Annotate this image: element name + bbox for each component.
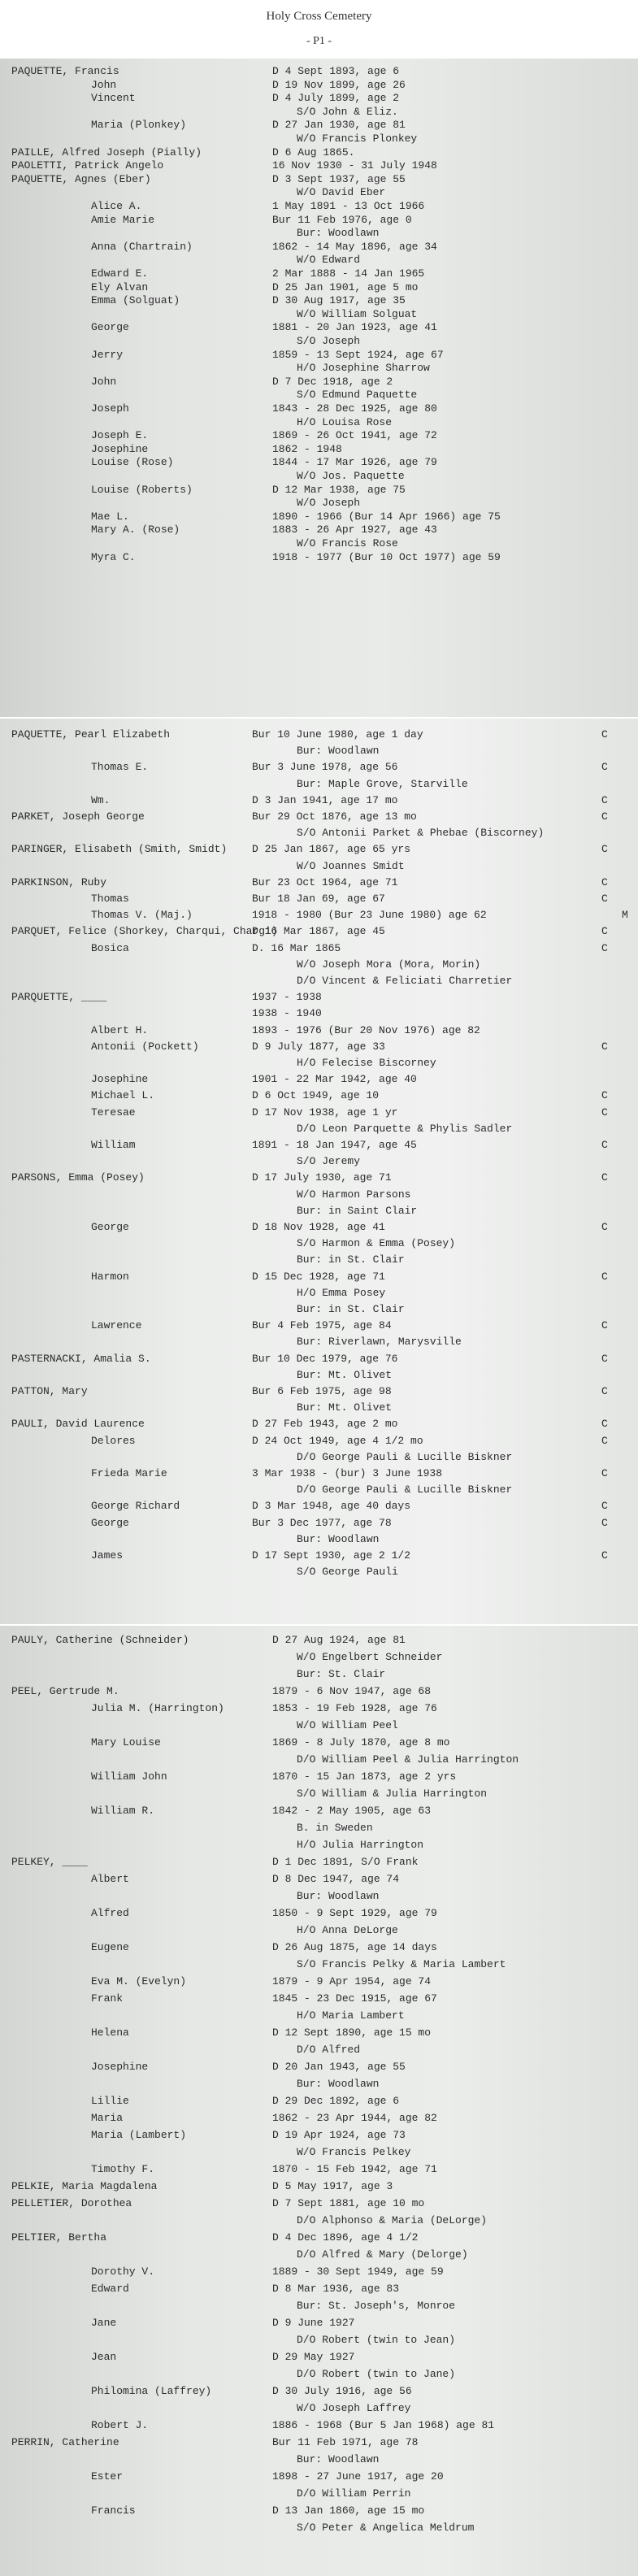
surname-entry: PARINGER, Elisabeth (Smith, Smidt) [11,843,228,856]
given-name: George [91,1221,129,1233]
given-name: Maria (Lambert) [91,2129,187,2141]
record-dates: D 18 Nov 1928, age 41 [252,1221,385,1233]
record-dates: 2 Mar 1888 - 14 Jan 1965 [272,267,425,280]
record-note: H/O Felecise Biscorney [297,1057,436,1069]
record-dates: Bur 10 Dec 1979, age 76 [252,1352,398,1365]
record-code: C [601,1106,608,1119]
given-name: John [91,78,117,91]
record-dates: 1853 - 19 Feb 1928, age 76 [272,1702,437,1714]
record-code: C [601,1352,608,1365]
record-dates: 1870 - 15 Jan 1873, age 2 yrs [272,1770,457,1783]
record-note: S/O Edmund Paquette [297,389,418,402]
given-name: George [91,321,129,334]
given-name: Timothy F. [91,2163,155,2175]
given-name: Wm. [91,793,111,806]
record-dates: D 9 July 1877, age 33 [252,1040,385,1053]
surname-entry: PARSONS, Emma (Posey) [11,1171,145,1184]
record-dates: D 29 May 1927 [272,2351,355,2363]
record-code: C [601,1040,608,1053]
record-dates: Bur 18 Jan 69, age 67 [252,893,385,905]
record-dates: Bur 3 Dec 1977, age 78 [252,1516,392,1529]
given-name: Alice A. [91,200,142,212]
given-name: Josephine [91,1073,149,1086]
record-note: S/O William & Julia Harrington [297,1788,488,1800]
given-name: Frank [91,1992,124,2005]
given-name: Frieda Marie [91,1467,167,1479]
record-note: W/O Engelbert Schneider [297,1651,443,1663]
record-dates: 1889 - 30 Sept 1949, age 59 [272,2265,444,2278]
record-code: C [601,1418,608,1431]
given-name: Bosica [91,941,129,954]
surname-entry: PARKINSON, Ruby [11,875,107,888]
given-name: Josephine [91,2061,149,2073]
record-dates: 1869 - 8 July 1870, age 8 mo [272,1736,450,1748]
record-note: D/O George Pauli & Lucille Biskner [297,1483,513,1497]
record-code: C [601,761,608,774]
record-code: C [601,875,608,888]
record-note: D/O William Perrin [297,2487,411,2500]
record-note: W/O Joannes Smidt [297,859,405,872]
record-note: S/O John & Eliz. [297,105,398,118]
record-dates: D 7 Dec 1918, age 2 [272,375,393,388]
record-note: W/O Francis Plonkey [297,132,418,145]
scanned-page-2 [0,719,638,1624]
surname-entry: PELLETIER, Dorothea [11,2197,132,2209]
given-name: Myra C. [91,550,136,563]
record-dates: 1891 - 18 Jan 1947, age 45 [252,1139,417,1151]
record-note: W/O William Peel [297,1719,398,1731]
given-name: Vincent [91,92,136,105]
record-dates: 16 Nov 1930 - 31 July 1948 [272,159,437,172]
surname-entry: PEEL, Gertrude M. [11,1685,119,1697]
record-dates: D 16 Mar 1867, age 45 [252,925,385,938]
given-name: Mary Louise [91,1736,161,1748]
record-dates: Bur 6 Feb 1975, age 98 [252,1385,392,1397]
given-name: James [91,1549,124,1562]
record-code: C [601,1549,608,1562]
record-code: C [601,925,608,938]
surname-entry: PAULI, David Laurence [11,1418,145,1431]
given-name: Robert J. [91,2419,149,2431]
record-dates: D 27 Aug 1924, age 81 [272,1634,406,1646]
given-name: Thomas V. (Maj.) [91,909,193,922]
given-name: William [91,1139,136,1151]
record-dates: 1938 - 1940 [252,1007,322,1020]
record-dates: D 27 Feb 1943, age 2 mo [252,1418,398,1431]
record-note: Bur: Woodlawn [297,2078,380,2090]
record-note: Bur: Riverlawn, Marysville [297,1336,462,1349]
record-dates: 1918 - 1980 (Bur 23 June 1980) age 62 [252,909,487,922]
record-note: D/O Alfred [297,2044,361,2056]
surname-entry: PAQUETTE, Pearl Elizabeth [11,728,171,741]
surname-entry: PAOLETTI, Patrick Angelo [11,159,164,172]
record-dates: D 5 May 1917, age 3 [272,2180,393,2192]
record-note: W/O David Eber [297,186,386,199]
record-note: W/O Jos. Paquette [297,470,405,482]
given-name: Antonii (Pockett) [91,1040,199,1053]
given-name: Teresae [91,1106,136,1119]
given-name: Mary A. (Rose) [91,523,180,536]
record-note: H/O Emma Posey [297,1286,386,1299]
given-name: Josephine [91,442,149,455]
given-name: Lawrence [91,1319,142,1332]
record-dates: D 4 Dec 1896, age 4 1/2 [272,2231,419,2244]
record-note: Bur: St. Joseph's, Monroe [297,2300,456,2312]
document-title: Holy Cross Cemetery [266,10,372,23]
given-name: Edward [91,2283,129,2295]
given-name: Julia M. (Harrington) [91,1702,224,1714]
record-code: C [601,941,608,954]
record-note: Bur: in St. Clair [297,1253,405,1266]
record-note: H/O Julia Harrington [297,1839,424,1851]
record-dates: 1879 - 6 Nov 1947, age 68 [272,1685,432,1697]
given-name: John [91,375,117,388]
record-dates: 1862 - 1948 [272,442,342,455]
given-name: Jerry [91,348,124,361]
record-dates: 1862 - 23 Apr 1944, age 82 [272,2112,437,2124]
given-name: George [91,1516,129,1529]
surname-entry: PAILLE, Alfred Joseph (Pially) [11,146,202,159]
record-dates: D 1 Dec 1891, S/O Frank [272,1856,419,1868]
record-note: Bur: Mt. Olivet [297,1401,393,1414]
record-note: W/O Joseph Laffrey [297,2402,411,2414]
record-note: S/O George Pauli [297,1566,398,1579]
record-note: Bur: in Saint Clair [297,1204,418,1217]
surname-entry: PARQUET, Felice (Shorkey, Charqui, Chargi) [11,925,278,938]
record-note: D/O Vincent & Feliciati Charretier [297,975,513,987]
record-dates: 1843 - 28 Dec 1925, age 80 [272,402,437,415]
record-code: C [601,810,608,823]
record-dates: 1844 - 17 Mar 1926, age 79 [272,456,437,469]
record-note: S/O Joseph [297,335,361,347]
record-note: Bur: Maple Grove, Starville [297,777,468,790]
given-name: Mae L. [91,510,129,523]
record-code: C [601,1500,608,1513]
record-dates: 1893 - 1976 (Bur 20 Nov 1976) age 82 [252,1023,480,1036]
given-name: Louise (Roberts) [91,483,193,496]
record-code: C [601,793,608,806]
record-note: W/O William Solguat [297,307,418,320]
record-dates: D 9 June 1927 [272,2317,355,2329]
record-dates: 1870 - 15 Feb 1942, age 71 [272,2163,437,2175]
scanned-page-1 [0,59,638,717]
given-name: Michael L. [91,1089,155,1102]
page-label: - P1 - [306,35,332,47]
record-note: Bur: Woodlawn [297,1890,380,1902]
surname-entry: PARKET, Joseph George [11,810,145,823]
record-code: C [601,1319,608,1332]
record-note: H/O Anna DeLorge [297,1924,398,1936]
record-note: W/O Harmon Parsons [297,1188,411,1201]
given-name: Joseph E. [91,429,149,442]
record-note: S/O Antonii Parket & Phebae (Biscorney) [297,827,545,840]
record-note: S/O Francis Pelky & Maria Lambert [297,1958,506,1970]
record-dates: D 30 July 1916, age 56 [272,2385,412,2397]
record-dates: D 4 July 1899, age 2 [272,92,400,105]
given-name: Anna (Chartrain) [91,240,193,253]
record-dates: 1883 - 26 Apr 1927, age 43 [272,523,437,536]
record-code: C [601,1171,608,1184]
record-dates: 3 Mar 1938 - (bur) 3 June 1938 [252,1467,443,1479]
given-name: Maria (Plonkey) [91,119,187,132]
given-name: Jane [91,2317,117,2329]
surname-entry: PERRIN, Catherine [11,2436,119,2448]
record-note: H/O Louisa Rose [297,415,393,428]
record-note: D/O William Peel & Julia Harrington [297,1753,519,1766]
record-note: H/O Josephine Sharrow [297,362,430,375]
record-dates: 1850 - 9 Sept 1929, age 79 [272,1907,437,1919]
record-dates: 1901 - 22 Mar 1942, age 40 [252,1073,417,1086]
record-dates: D 27 Jan 1930, age 81 [272,119,406,132]
record-note: D/O George Pauli & Lucille Biskner [297,1450,513,1463]
given-name: William John [91,1770,167,1783]
given-name: William R. [91,1805,155,1817]
record-dates: 1886 - 1968 (Bur 5 Jan 1968) age 81 [272,2419,495,2431]
record-dates: 1879 - 9 Apr 1954, age 74 [272,1975,432,1987]
record-dates: 1862 - 14 May 1896, age 34 [272,240,437,253]
record-dates: 1859 - 13 Sept 1924, age 67 [272,348,444,361]
record-note: Bur: Mt. Olivet [297,1368,393,1381]
record-dates: D 15 Dec 1928, age 71 [252,1270,385,1283]
given-name: Philomina (Laffrey) [91,2385,212,2397]
record-dates: 1918 - 1977 (Bur 10 Oct 1977) age 59 [272,550,501,563]
record-dates: 1845 - 23 Dec 1915, age 67 [272,1992,437,2005]
record-dates: D 8 Dec 1947, age 74 [272,1873,400,1885]
record-dates: D 6 Aug 1865. [272,146,355,159]
record-note: H/O Maria Lambert [297,2009,405,2022]
record-code: C [601,1516,608,1529]
record-dates: 1937 - 1938 [252,991,322,1004]
given-name: Louise (Rose) [91,456,174,469]
record-dates: D 25 Jan 1901, age 5 mo [272,280,419,293]
record-dates: D 17 July 1930, age 71 [252,1171,392,1184]
record-note: S/O Jeremy [297,1155,361,1168]
record-dates: D 29 Dec 1892, age 6 [272,2095,400,2107]
record-dates: D 8 Mar 1936, age 83 [272,2283,400,2295]
record-note: B. in Sweden [297,1822,373,1834]
given-name: Thomas [91,893,129,905]
record-note: D/O Leon Parquette & Phylis Sadler [297,1122,513,1135]
record-code: C [601,1221,608,1233]
record-dates: D 26 Aug 1875, age 14 days [272,1941,437,1953]
scanned-page-3 [0,1626,638,2576]
record-note: D/O Robert (twin to Jean) [297,2334,456,2346]
record-note: Bur: Woodlawn [297,227,380,240]
surname-entry: PASTERNACKI, Amalia S. [11,1352,151,1365]
record-note: Bur: Woodlawn [297,1532,380,1545]
record-dates: 1869 - 26 Oct 1941, age 72 [272,429,437,442]
record-code: C [601,728,608,741]
record-code: C [601,843,608,856]
record-dates: D 17 Sept 1930, age 2 1/2 [252,1549,411,1562]
record-code: M [622,909,628,922]
record-code: C [601,893,608,905]
surname-entry: PARQUETTE, ____ [11,991,107,1004]
record-note: S/O Harmon & Emma (Posey) [297,1237,456,1250]
given-name: Eugene [91,1941,129,1953]
record-dates: D 20 Jan 1943, age 55 [272,2061,406,2073]
document-header [0,0,638,59]
surname-entry: PAQUETTE, Agnes (Eber) [11,172,151,185]
record-dates: Bur 3 June 1978, age 56 [252,761,398,774]
record-dates: D 7 Sept 1881, age 10 mo [272,2197,425,2209]
given-name: Albert H. [91,1023,149,1036]
record-dates: D 30 Aug 1917, age 35 [272,294,406,307]
record-note: W/O Joseph [297,497,361,510]
record-dates: D 19 Nov 1899, age 26 [272,78,406,91]
record-dates: 1 May 1891 - 13 Oct 1966 [272,200,425,212]
record-note: D/O Robert (twin to Jane) [297,2368,456,2380]
given-name: Ester [91,2470,124,2483]
record-note: W/O Edward [297,254,361,267]
record-dates: D 6 Oct 1949, age 10 [252,1089,380,1102]
record-dates: D 25 Jan 1867, age 65 yrs [252,843,411,856]
record-note: W/O Joseph Mora (Mora, Morin) [297,958,481,971]
given-name: Francis [91,2504,136,2517]
given-name: Amie Marie [91,213,155,226]
record-code: C [601,1089,608,1102]
record-dates: D 4 Sept 1893, age 6 [272,65,400,77]
given-name: Albert [91,1873,129,1885]
record-code: C [601,1467,608,1479]
record-dates: Bur 4 Feb 1975, age 84 [252,1319,392,1332]
given-name: Eva M. (Evelyn) [91,1975,187,1987]
record-dates: 1842 - 2 May 1905, age 63 [272,1805,432,1817]
record-dates: 1890 - 1966 (Bur 14 Apr 1966) age 75 [272,510,501,523]
record-dates: 1881 - 20 Jan 1923, age 41 [272,321,437,334]
record-note: D/O Alphonso & Maria (DeLorge) [297,2214,488,2226]
record-dates: D 13 Jan 1860, age 15 mo [272,2504,425,2517]
surname-entry: PAQUETTE, Francis [11,65,119,77]
given-name: Dorothy V. [91,2265,155,2278]
record-dates: D 12 Mar 1938, age 75 [272,483,406,496]
record-note: Bur: Woodlawn [297,2453,380,2465]
given-name: Maria [91,2112,124,2124]
record-dates: D 19 Apr 1924, age 73 [272,2129,406,2141]
record-code: C [601,1385,608,1397]
given-name: Lillie [91,2095,129,2107]
record-code: C [601,1270,608,1283]
record-code: C [601,1139,608,1151]
record-note: S/O Peter & Angelica Meldrum [297,2522,475,2534]
record-note: W/O Francis Pelkey [297,2146,411,2158]
record-note: Bur: in St. Clair [297,1303,405,1315]
surname-entry: PATTON, Mary [11,1385,88,1397]
given-name: Thomas E. [91,761,149,774]
given-name: Delores [91,1434,136,1447]
record-dates: D 3 Mar 1948, age 40 days [252,1500,411,1513]
given-name: Jean [91,2351,117,2363]
record-dates: Bur 29 Oct 1876, age 13 mo [252,810,417,823]
record-dates: Bur 10 June 1980, age 1 day [252,728,423,741]
record-dates: 1898 - 27 June 1917, age 20 [272,2470,444,2483]
record-dates: D 24 Oct 1949, age 4 1/2 mo [252,1434,423,1447]
given-name: Edward E. [91,267,149,280]
given-name: Helena [91,2026,129,2039]
record-dates: Bur 23 Oct 1964, age 71 [252,875,398,888]
record-dates: D 17 Nov 1938, age 1 yr [252,1106,398,1119]
record-note: D/O Alfred & Mary (Delorge) [297,2248,468,2261]
record-dates: Bur 11 Feb 1971, age 78 [272,2436,419,2448]
record-dates: D 12 Sept 1890, age 15 mo [272,2026,432,2039]
surname-entry: PELKEY, ____ [11,1856,88,1868]
record-note: Bur: Woodlawn [297,745,380,758]
given-name: Alfred [91,1907,129,1919]
given-name: George Richard [91,1500,180,1513]
surname-entry: PELTIER, Bertha [11,2231,107,2244]
record-note: Bur: St. Clair [297,1668,386,1680]
record-dates: D. 16 Mar 1865 [252,941,341,954]
given-name: Harmon [91,1270,129,1283]
surname-entry: PELKIE, Maria Magdalena [11,2180,158,2192]
record-dates: D 3 Sept 1937, age 55 [272,172,406,185]
record-dates: D 3 Jan 1941, age 17 mo [252,793,398,806]
record-dates: Bur 11 Feb 1976, age 0 [272,213,412,226]
surname-entry: PAULY, Catherine (Schneider) [11,1634,189,1646]
given-name: Joseph [91,402,129,415]
given-name: Emma (Solguat) [91,294,180,307]
given-name: Ely Alvan [91,280,149,293]
record-note: W/O Francis Rose [297,537,398,550]
record-code: C [601,1434,608,1447]
